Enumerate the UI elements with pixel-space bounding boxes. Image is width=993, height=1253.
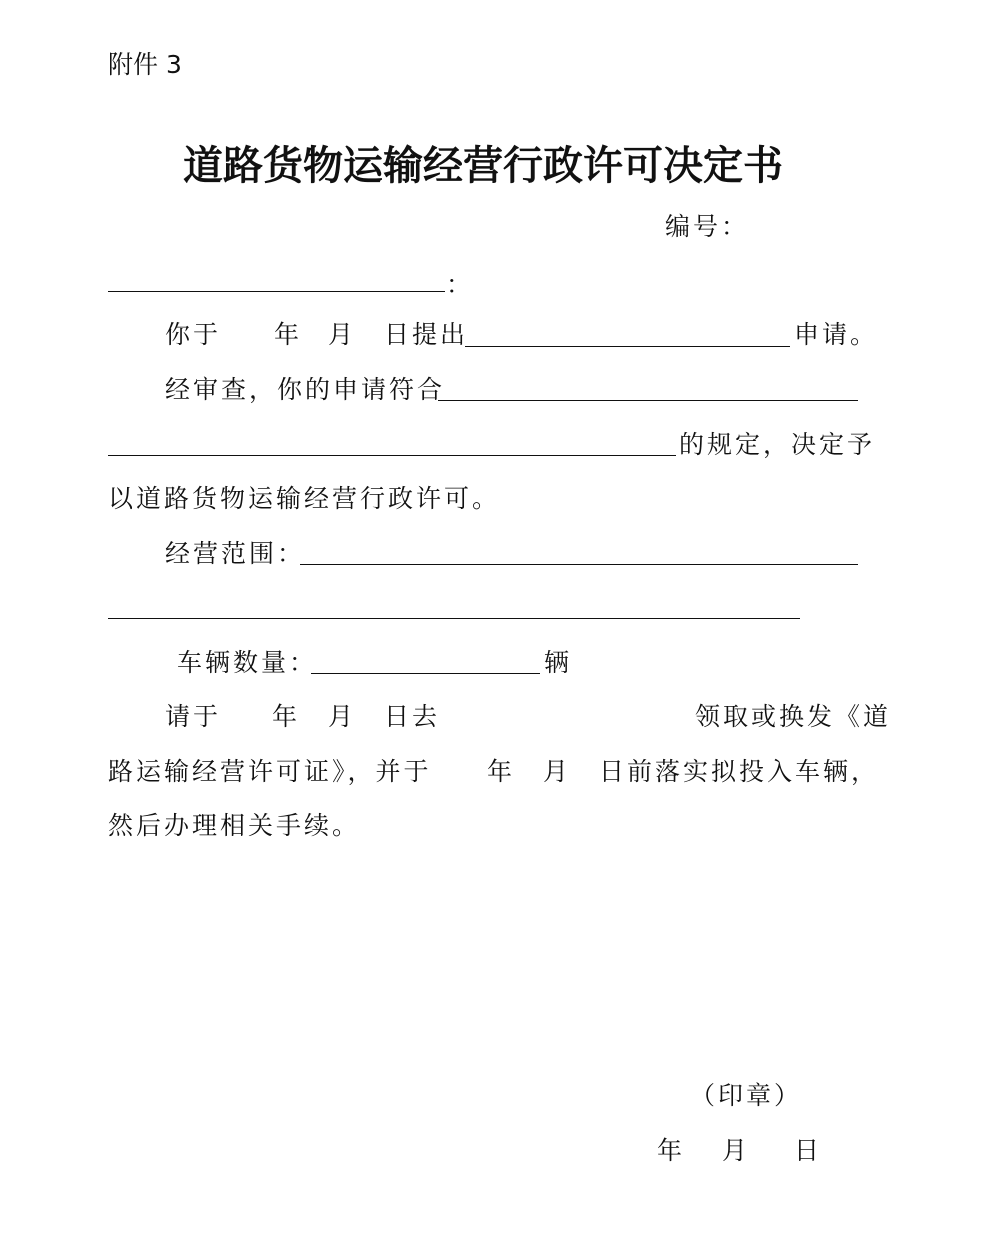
p3-please: 请于 [165,702,222,731]
p1-year: 年 [274,320,303,349]
application-item-blank[interactable] [465,346,790,347]
addressee-blank[interactable] [108,291,445,292]
date-month: 月 [722,1136,751,1165]
vehicle-unit: 辆 [544,648,573,677]
addressee-colon: ： [446,270,475,299]
p1-day-submit: 日提出 [384,320,469,349]
scope-blank-2[interactable] [108,618,800,619]
regulation-blank-1[interactable] [438,400,858,401]
date-day: 日 [794,1136,823,1165]
p1-apply: 申请。 [794,320,879,349]
seal-label: （印章） [690,1081,803,1110]
vehicle-count-blank[interactable] [311,673,540,674]
p2-lead: 经审查，你的申请符合 [165,375,446,404]
p3-collect: 领取或换发《道 [695,702,892,731]
vehicle-label: 车辆数量： [177,648,318,677]
p3-line2-tail: 日前落实拟投入车辆， [599,757,880,786]
p3-line2-lead: 路运输经营许可证》，并于 [108,757,432,786]
regulation-blank-2[interactable] [108,455,676,456]
scope-blank-1[interactable] [300,564,858,565]
number-label: 编号： [665,212,750,241]
p3-month: 月 [328,702,357,731]
p3-month2: 月 [543,757,572,786]
p1-you: 你于 [165,320,222,349]
p3-line3: 然后办理相关手续。 [108,811,361,840]
scope-label: 经营范围： [165,539,306,568]
p2-rule: 的规定，决定予 [679,430,876,459]
p3-year2: 年 [487,757,516,786]
document-title: 道路货物运输经营行政许可决定书 [183,143,783,189]
p3-day-go: 日去 [384,702,441,731]
p1-month: 月 [328,320,357,349]
attachment-label: 附件 3 [108,50,182,79]
p3-year: 年 [272,702,301,731]
p2-tail: 以道路货物运输经营行政许可。 [108,484,501,513]
date-year: 年 [657,1136,686,1165]
